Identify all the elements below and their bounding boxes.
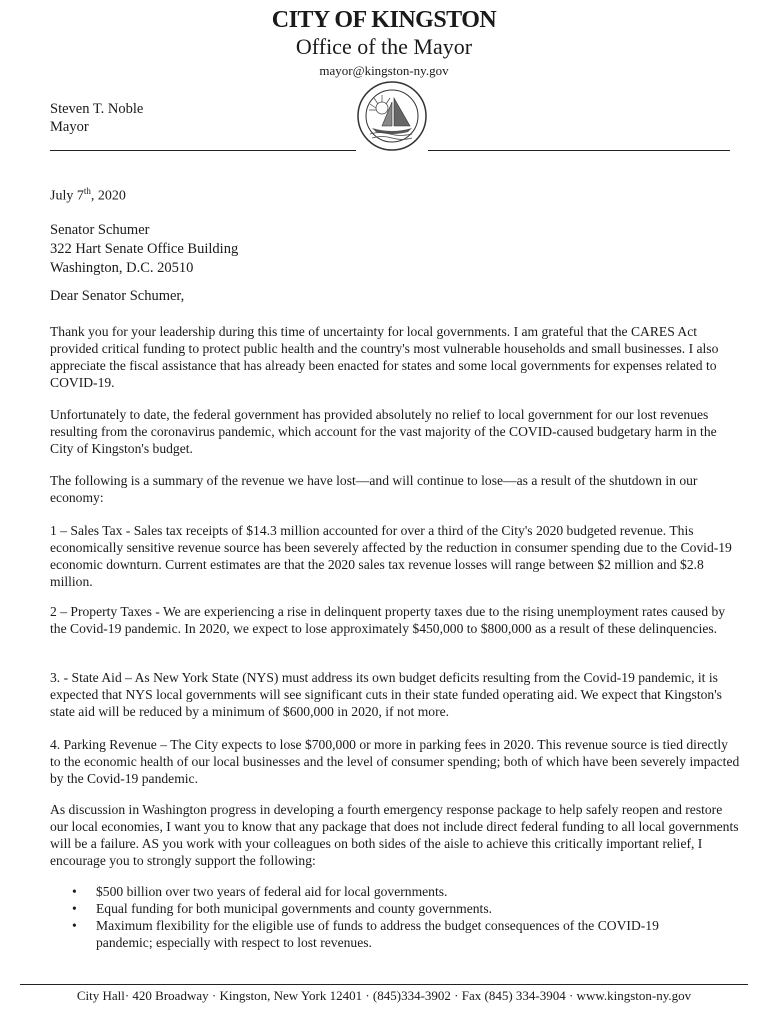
city-name: CITY OF KINGSTON (271, 7, 497, 33)
paragraph-state-aid: 3. - State Aid – As New York State (NYS) must address its own budget deficits resulting from the Covid-19 pandemic, it is expected that NYS local governments will see significant cuts in their state funded operating aid. We expect that Kingston's state aid will be reduced by a minimum of $600,000 in 2020, if not more. (50, 670, 722, 719)
header-rule-left (50, 150, 356, 151)
list-item: • Equal funding for both municipal governments and county governments. (72, 900, 702, 917)
recipient-name: Senator Schumer (50, 222, 150, 238)
footer-contact: City Hall· 420 Broadway · Kingston, New York 12401 · (845)334-3902 · Fax (845) 334-3904 · www.kingston-ny.gov (76, 988, 692, 1003)
date-month-day: July 7 (50, 188, 84, 204)
recipient-line1: 322 Hart Senate Office Building (50, 241, 239, 257)
paragraph-summary: The following is a summary of the revenue we have lost—and will continue to lose—as a result of the shutdown in our economy: (50, 473, 698, 505)
recipient-line2: Washington, D.C. 20510 (50, 260, 194, 276)
list-item: • $500 billion over two years of federal aid for local governments. (72, 883, 702, 900)
list-item: • Maximum flexibility for the eligible use of funds to address the budget consequences of the COVID-19 pandemic; especially with respect to lost revenues. (72, 917, 702, 951)
paragraph-request: As discussion in Washington progress in developing a fourth emergency response package to help safely reopen and restore our local economies, I want you to know that any package that does not include direct federal funding to all local governments will be a failure. AS you work with your colleagues on both sides of the aisle to achieve this critically important relief, I encourage you to strongly support the following: (50, 802, 739, 868)
office-title: Office of the Mayor (295, 34, 473, 59)
paragraph-no-relief: Unfortunately to date, the federal government has provided absolutely no relief to local government for our lost revenues resulting from the coronavirus pandemic, which account for the vast majority of the COVID-caused budgetary harm in the City of Kingston's budget. (50, 407, 717, 456)
recipient-address (50, 221, 238, 278)
sender-title: Mayor (50, 119, 89, 135)
header-rule-right (428, 150, 730, 151)
footer-rule (20, 984, 748, 985)
sender-block (50, 100, 143, 136)
paragraph-parking-revenue: 4. Parking Revenue – The City expects to lose $700,000 or more in parking fees in 2020. This revenue source is tied directly to the economic health of our local businesses and the level of consumer spending; both of which have been severely impacted by the Covid-19 pandemic. (50, 737, 740, 786)
request-list (72, 883, 702, 951)
letter-date (50, 186, 126, 205)
date-year: , 2020 (90, 188, 126, 204)
paragraph-sales-tax: 1 – Sales Tax - Sales tax receipts of $14.3 million accounted for over a third of the City's 2020 budgeted revenue. This economically sensitive revenue source has been severely affected by the reduction in consumer spending due to the Covid-19 economic downturn. Current estimates are that the 2020 sales tax revenue losses will range between $2 million and $2.8 million. (50, 523, 732, 589)
city-seal-icon (356, 80, 428, 152)
paragraph-property-taxes: 2 – Property Taxes - We are experiencing a rise in delinquent property taxes due to the rising unemployment rates caused by the Covid-19 pandemic. In 2020, we expect to lose approximately $450,000 to $800,000 as a result of these delinquencies. (50, 604, 726, 636)
sender-name: Steven T. Noble (50, 101, 144, 117)
date-ordinal: th (83, 186, 91, 196)
mayor-email: mayor@kingston-ny.gov (319, 63, 449, 78)
salutation: Dear Senator Schumer, (50, 288, 185, 304)
letterhead (0, 6, 768, 80)
paragraph-intro: Thank you for your leadership during this time of uncertainty for local governments. I am grateful that the CARES Act provided critical funding to protect public health and the country's most vulnerable households and small businesses. I also appreciate the fiscal assistance that has already been enacted for states and some local governments for expenses related to COVID-19. (50, 324, 719, 390)
